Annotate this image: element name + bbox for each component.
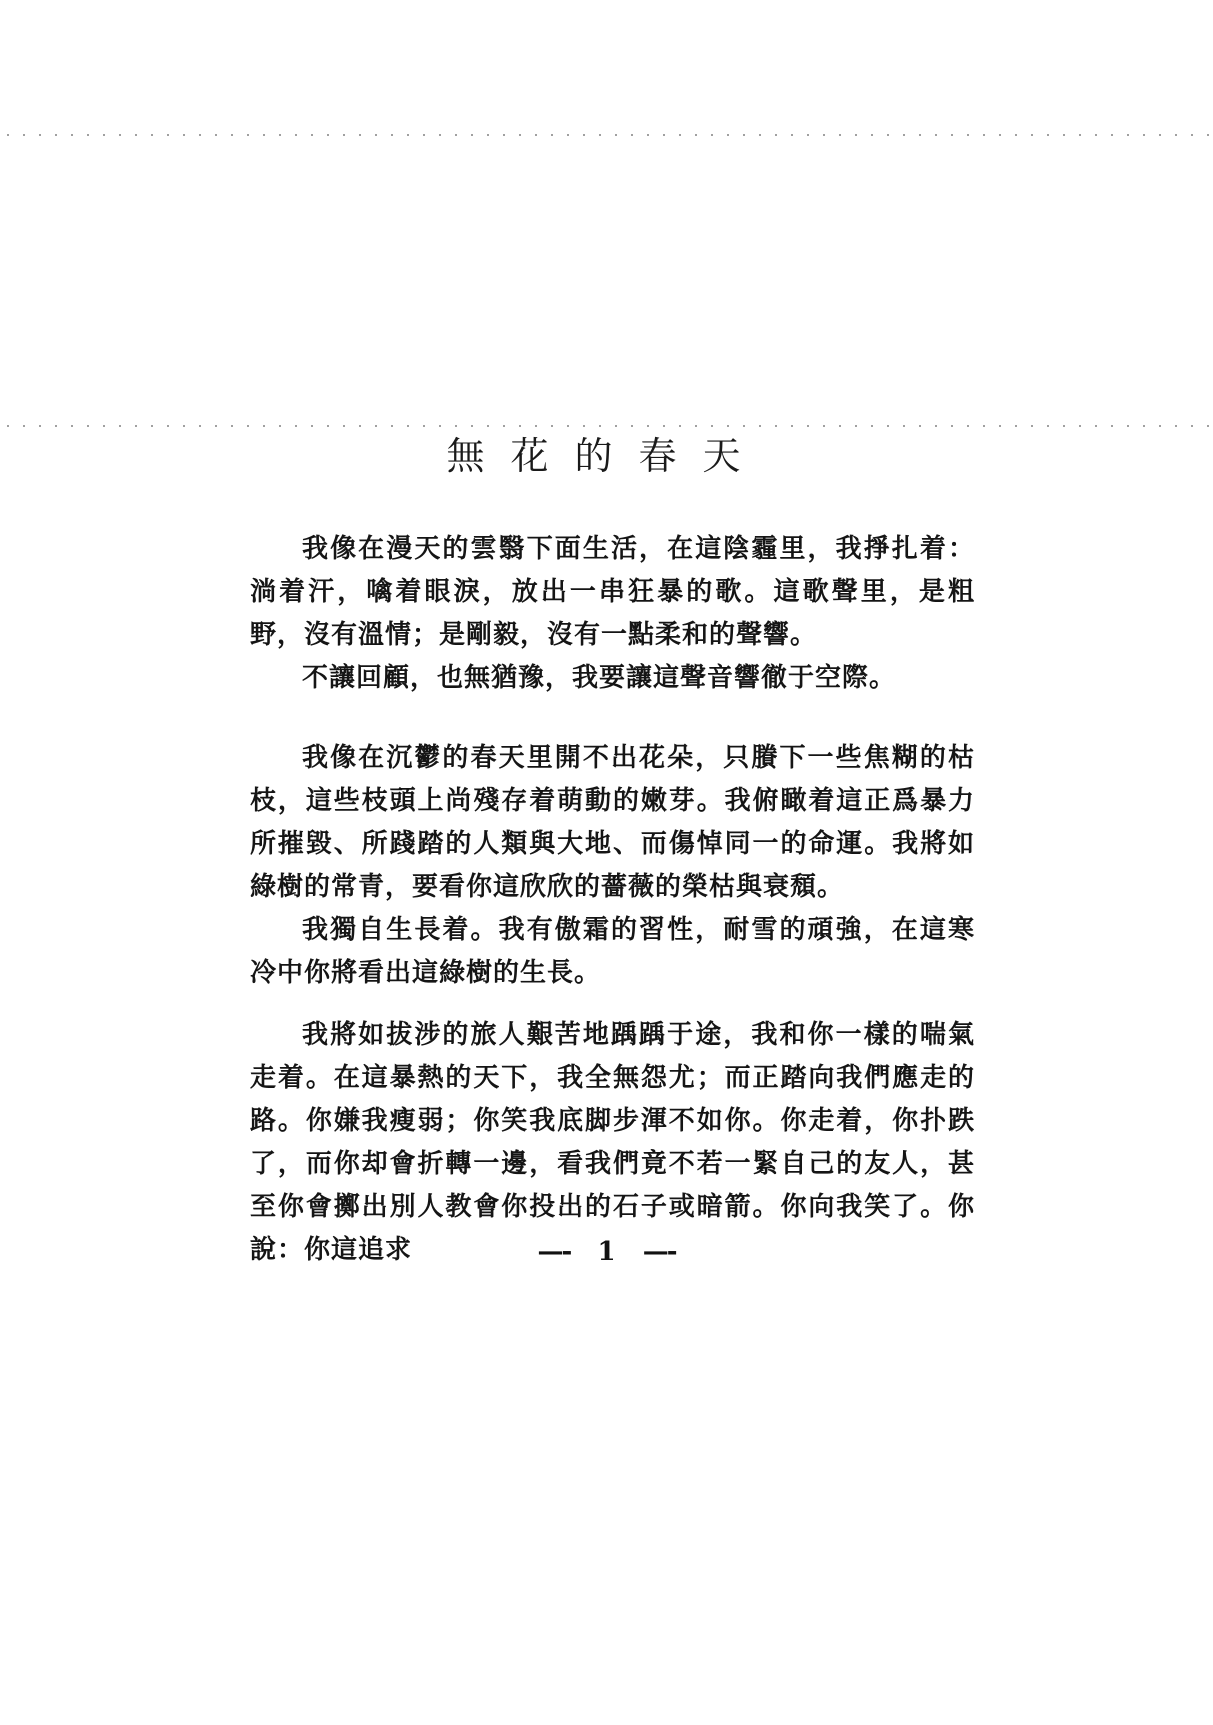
page-title: 無花的春天 (446, 434, 767, 479)
paragraph: 我像在沉鬱的春天里開不出花朵，只賸下一些焦糊的枯枝，這些枝頭上尚殘存着萌動的嫩芽。我俯瞰着這正爲暴力所摧毀、所踐踏的人類與大地、而傷悼同一的命運。我將如綠樹的常青，要看你這欣欣的薔薇的榮枯與衰頹。 (250, 743, 975, 902)
page-number-left-dash: —- (537, 1237, 571, 1267)
page-number: 1 (597, 1237, 616, 1267)
page-number-footer (0, 1237, 1213, 1267)
top-dotted-rule (0, 134, 1213, 136)
section-3 (250, 1014, 975, 1272)
paragraph: 我獨自生長着。我有傲霜的習性，耐雪的頑強，在這寒冷中你將看出這綠樹的生長。 (250, 915, 975, 988)
paragraph: 我像在漫天的雲翳下面生活，在這陰霾里，我掙扎着：淌着汗，噙着眼淚，放出一串狂暴的歌。這歌聲里，是粗野，沒有溫情；是剛毅，沒有一點柔和的聲響。 (250, 534, 975, 650)
section-1 (250, 528, 975, 700)
paragraph: 我將如拔涉的旅人艱苦地踽踽于途，我和你一樣的喘氣走着。在這暴熱的天下，我全無怨尤；而正踏向我們應走的路。你嫌我瘦弱；你笑我底脚步渾不如你。你走着，你扑跌了，而你却會折轉一邊，看我們竟不若一緊自己的友人，甚至你會擲出別人教會你投出的石子或暗箭。你向我笑了。你說：你這追求 (250, 1020, 975, 1265)
paragraph: 不讓回顧，也無猶豫，我要讓這聲音響徹于空際。 (302, 663, 897, 693)
section-2 (250, 737, 975, 995)
page-number-right-dash: —- (642, 1237, 676, 1267)
